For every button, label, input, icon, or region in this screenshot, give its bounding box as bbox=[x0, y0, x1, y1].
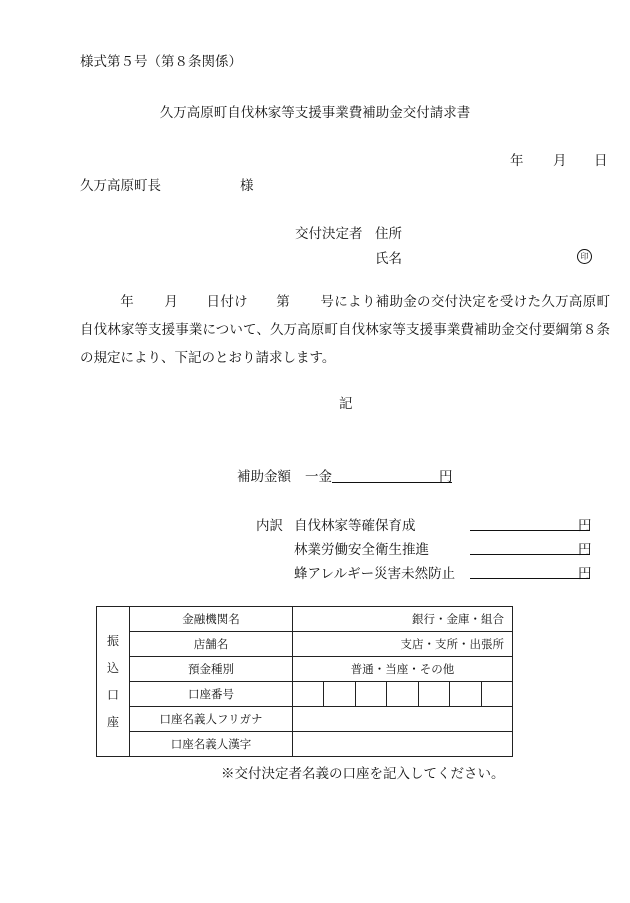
document-title: 久万高原町自伐林家等支援事業費補助金交付請求書 bbox=[159, 105, 471, 121]
breakdown-label: 内訳 bbox=[256, 518, 283, 534]
bank-name-field[interactable]: 銀行・金庫・組合 bbox=[293, 607, 513, 632]
deposit-type-field[interactable]: 普通・当座・その他 bbox=[293, 657, 513, 682]
bank-account-table bbox=[96, 606, 513, 757]
body-month: 月 bbox=[164, 294, 179, 310]
seal-mark bbox=[577, 247, 592, 264]
account-digit-box[interactable] bbox=[355, 682, 386, 706]
amount-blank[interactable] bbox=[332, 482, 452, 483]
account-digit-box[interactable] bbox=[323, 682, 354, 706]
breakdown-blank-2[interactable] bbox=[470, 554, 590, 555]
body-number-prefix: 第 bbox=[275, 294, 291, 310]
applicant-role: 交付決定者 bbox=[295, 226, 363, 242]
breakdown-blank-3[interactable] bbox=[470, 578, 590, 579]
amount-label: 補助金額 bbox=[237, 469, 291, 485]
account-digit-box[interactable] bbox=[418, 682, 449, 706]
account-digit-box[interactable] bbox=[449, 682, 480, 706]
date-month: 月 bbox=[553, 153, 567, 169]
account-digit-box[interactable] bbox=[293, 682, 323, 706]
account-digit-box[interactable] bbox=[481, 682, 512, 706]
deposit-type-label: 預金種別 bbox=[130, 657, 293, 682]
account-number-field[interactable] bbox=[293, 682, 513, 707]
seal-icon: 印 bbox=[577, 249, 592, 264]
branch-name-label: 店舗名 bbox=[130, 632, 293, 657]
amount-prefix: 一金 bbox=[305, 469, 332, 485]
account-note: ※交付決定者名義の口座を記入してください。 bbox=[221, 766, 505, 782]
breakdown-item-1: 自伐林家等確保育成 bbox=[294, 518, 416, 534]
breakdown-blank-1[interactable] bbox=[470, 530, 590, 531]
bank-side-header: 振 込 口 座 bbox=[97, 607, 130, 757]
form-number: 様式第５号（第８条関係） bbox=[80, 54, 242, 70]
account-holder-kana-label: 口座名義人フリガナ bbox=[130, 707, 293, 732]
account-holder-kanji-label: 口座名義人漢字 bbox=[130, 732, 293, 757]
date-year: 年 bbox=[510, 153, 524, 169]
bank-name-label: 金融機関名 bbox=[130, 607, 293, 632]
branch-name-field[interactable]: 支店・支所・出張所 bbox=[293, 632, 513, 657]
account-holder-kana-field[interactable] bbox=[293, 707, 513, 732]
account-number-label: 口座番号 bbox=[130, 682, 293, 707]
request-paragraph bbox=[80, 288, 610, 372]
body-dated: 日付け bbox=[206, 294, 248, 310]
breakdown-unit-3: 円 bbox=[578, 566, 592, 582]
date-day: 日 bbox=[594, 153, 608, 169]
breakdown-unit-2: 円 bbox=[578, 542, 592, 558]
body-year: 年 bbox=[120, 294, 135, 310]
account-digit-box[interactable] bbox=[386, 682, 417, 706]
breakdown-item-2: 林業労働安全衛生推進 bbox=[294, 542, 429, 558]
account-holder-kanji-field[interactable] bbox=[293, 732, 513, 757]
applicant-name-label: 氏名 bbox=[375, 251, 402, 267]
amount-unit: 円 bbox=[439, 469, 453, 485]
addressee-honorific: 様 bbox=[240, 178, 254, 194]
applicant-address-label: 住所 bbox=[375, 226, 402, 242]
breakdown-unit-1: 円 bbox=[578, 518, 592, 534]
breakdown-item-3: 蜂アレルギー災害未然防止 bbox=[294, 566, 456, 582]
addressee-name: 久万高原町長 bbox=[80, 178, 161, 194]
body-text: 号により補助金の交付決定を受けた久万高原町自伐林家等支援事業について、久万高原町自伐林家等支援事業費補助金交付要綱第８条の規定により、下記のとおり請求します。 bbox=[80, 294, 611, 366]
ki-heading: 記 bbox=[339, 396, 353, 412]
